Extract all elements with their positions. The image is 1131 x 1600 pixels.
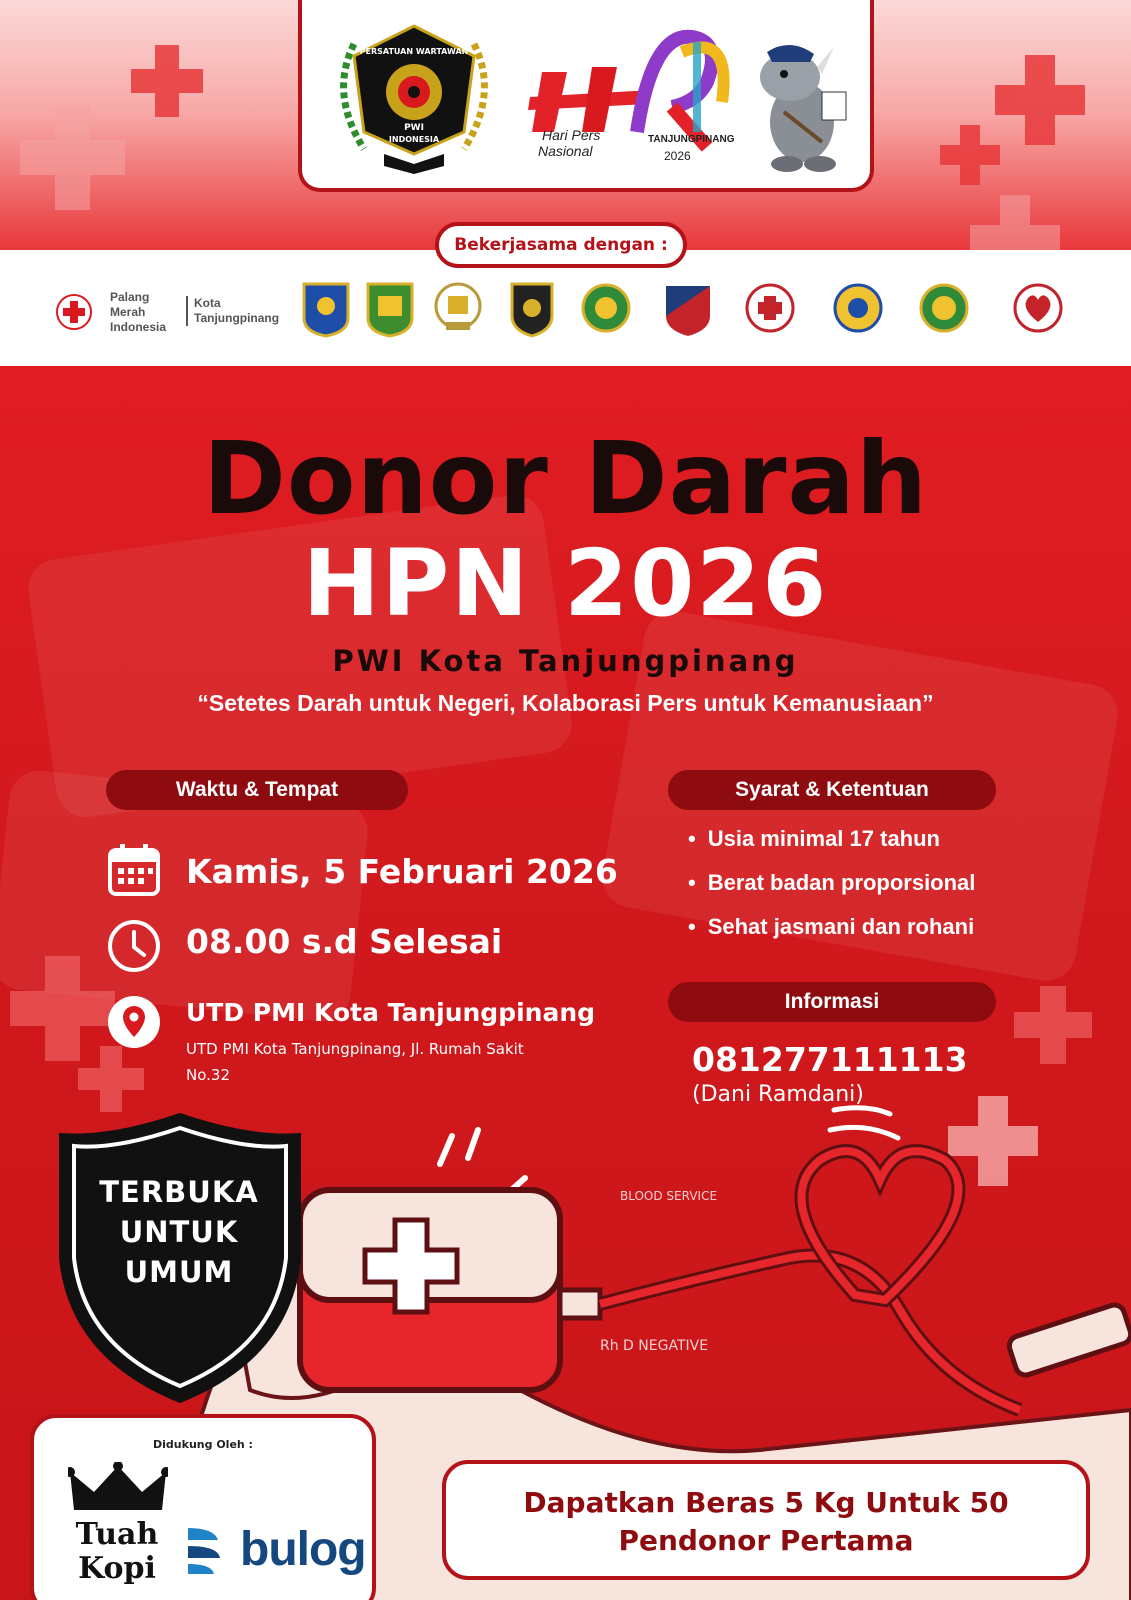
event-date: Kamis, 5 Februari 2026 bbox=[186, 852, 618, 891]
pmi-line-3: Indonesia bbox=[110, 320, 167, 334]
event-organizer: PWI Kota Tanjungpinang bbox=[332, 644, 799, 678]
hpn-logo-city: TANJUNGPINANG bbox=[648, 134, 735, 145]
location-pin-icon bbox=[106, 994, 162, 1050]
requirements-label: Syarat & Ketentuan bbox=[668, 770, 996, 810]
partner-logo-utd-icon bbox=[1012, 280, 1064, 338]
requirement-item: • Usia minimal 17 tahun bbox=[688, 826, 940, 852]
event-venue: UTD PMI Kota Tanjungpinang bbox=[186, 998, 596, 1027]
sponsor-label: Didukung Oleh : bbox=[153, 1438, 253, 1451]
partner-logo-kesehatan-icon bbox=[740, 280, 800, 338]
prize-line-2: Pendonor Pertama bbox=[618, 1524, 914, 1557]
calendar-icon bbox=[106, 842, 162, 898]
open-to-public-text bbox=[72, 1172, 286, 1292]
pwi-logo-bottom-text: INDONESIA bbox=[388, 135, 440, 144]
hpn-logo-year: 2026 bbox=[664, 149, 691, 163]
pmi-branch-line-1: Kota bbox=[194, 296, 221, 310]
sponsor-tuah-line-2: Kopi bbox=[78, 1551, 156, 1586]
crown-icon bbox=[68, 1462, 168, 1518]
pmi-line-2: Merah bbox=[110, 305, 146, 319]
prize-text bbox=[446, 1484, 1086, 1560]
requirement-item: • Berat badan proporsional bbox=[688, 870, 975, 896]
badge-line-1: TERBUKA bbox=[99, 1175, 259, 1209]
partner-logo-kota-icon bbox=[364, 280, 416, 338]
sponsor-box bbox=[30, 1414, 376, 1600]
contact-name: (Dani Ramdani) bbox=[692, 1082, 864, 1107]
sponsor-tuah-line-1: Tuah bbox=[75, 1517, 159, 1552]
partner-logo-kodim-icon bbox=[580, 280, 632, 338]
bulog-logo-icon bbox=[184, 1518, 224, 1578]
rh-label-text: Rh D NEGATIVE bbox=[600, 1338, 709, 1354]
hpn-logo-wordmark: HPN bbox=[522, 12, 525, 13]
partner-logo-lanal-icon bbox=[662, 280, 714, 338]
partner-logo-polres-icon bbox=[506, 280, 558, 338]
hpn-logo-line2: Nasional bbox=[538, 143, 593, 159]
contact-phone[interactable]: 081277111113 bbox=[692, 1040, 968, 1079]
bag-label-text: BLOOD SERVICE bbox=[620, 1189, 718, 1203]
info-label: Informasi bbox=[668, 982, 996, 1022]
sponsor-bulog: bulog bbox=[240, 1523, 366, 1576]
event-title-line2: HPN 2026 bbox=[302, 530, 829, 637]
partner-logo-lanud-icon bbox=[832, 280, 884, 338]
hpn-logo-line1: Hari Pers bbox=[542, 127, 601, 143]
requirement-item: • Sehat jasmani dan rohani bbox=[688, 914, 974, 940]
partner-logo-provinsi-icon bbox=[300, 280, 352, 338]
prize-line-1: Dapatkan Beras 5 Kg Untuk 50 bbox=[523, 1486, 1009, 1519]
pwi-logo bbox=[324, 14, 504, 174]
pmi-logo-icon bbox=[56, 294, 92, 330]
sponsor-tuah-kopi bbox=[72, 1518, 162, 1586]
event-title-line1: Donor Darah bbox=[202, 420, 929, 537]
badge-line-3: UMUM bbox=[124, 1255, 234, 1289]
partner-logo-sar-icon bbox=[918, 280, 970, 338]
event-address: UTD PMI Kota Tanjungpinang, Jl. Rumah Sakit No.32 bbox=[186, 1040, 524, 1084]
header-logo-box bbox=[298, 0, 874, 192]
pwi-logo-top-text: PERSATUAN WARTAWAN bbox=[359, 47, 469, 56]
pmi-branch-line-2: Tanjungpinang bbox=[194, 311, 280, 325]
pwi-logo-mid-text: PWI bbox=[404, 123, 424, 133]
event-tagline: “Setetes Darah untuk Negeri, Kolaborasi Pers untuk Kemanusiaan” bbox=[197, 690, 934, 716]
clock-icon bbox=[106, 918, 162, 974]
badge-line-2: UNTUK bbox=[119, 1215, 239, 1249]
partner-logo-dprd-icon bbox=[432, 280, 484, 338]
pmi-text bbox=[110, 290, 166, 335]
schedule-label: Waktu & Tempat bbox=[106, 770, 408, 810]
event-time: 08.00 s.d Selesai bbox=[186, 922, 503, 961]
rhino-mascot bbox=[760, 45, 846, 172]
prize-box bbox=[442, 1460, 1090, 1580]
partners-label: Bekerjasama dengan : bbox=[435, 222, 687, 268]
pmi-line-1: Palang bbox=[110, 290, 150, 304]
hpn-logo bbox=[522, 12, 862, 182]
pmi-branch-text bbox=[186, 296, 279, 326]
